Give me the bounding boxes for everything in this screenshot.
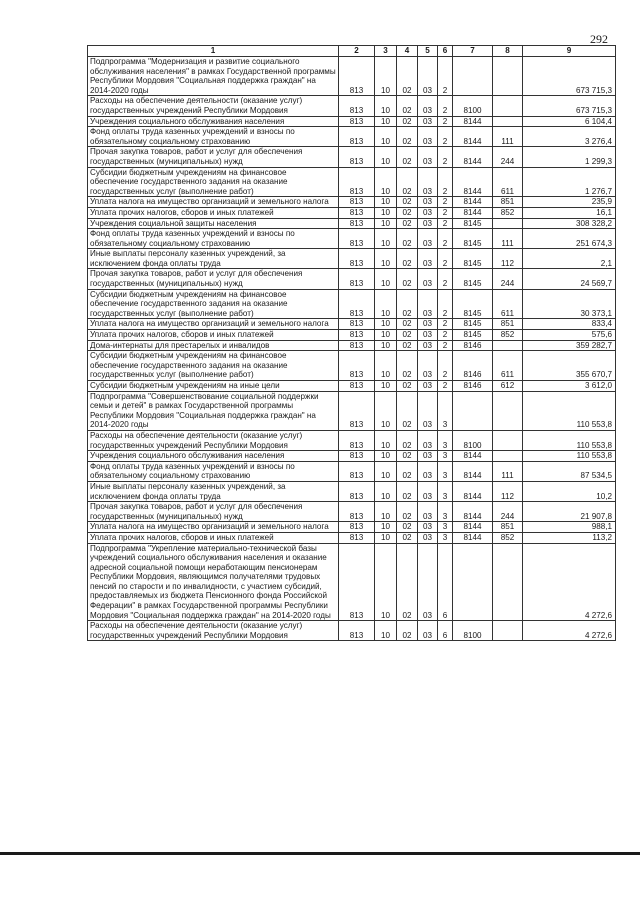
row-code-cell-c8 [493,340,523,351]
row-code-cell-c5: 03 [418,543,438,621]
row-code-cell-c6: 2 [438,57,453,96]
table-row [88,543,616,621]
row-code-cell-c2: 813 [339,451,375,462]
row-name-cell: Прочая закупка товаров, работ и услуг для обеспечения государственных (муниципальных) нужд [88,502,339,522]
row-code-cell-c2: 813 [339,351,375,381]
row-code-cell-c4: 02 [397,229,418,249]
table-row [88,430,616,450]
row-code-cell-c5: 03 [418,381,438,392]
row-code-cell-c4: 02 [397,543,418,621]
row-code-cell-c5: 03 [418,340,438,351]
row-code-cell-c2: 813 [339,96,375,116]
row-name-cell: Иные выплаты персоналу казенных учреждений, за исключением фонда оплаты труда [88,249,339,269]
row-code-cell-c9: 4 272,6 [523,543,616,621]
table-row [88,249,616,269]
row-name-cell: Иные выплаты персоналу казенных учреждений, за исключением фонда оплаты труда [88,481,339,501]
row-code-cell-c5: 03 [418,621,438,641]
row-code-cell-c2: 813 [339,197,375,208]
column-header: 7 [453,46,493,57]
row-code-cell-c9: 16,1 [523,207,616,218]
row-code-cell-c3: 10 [375,207,397,218]
row-code-cell-c2: 813 [339,381,375,392]
row-code-cell-c5: 03 [418,218,438,229]
row-code-cell-c9: 113,2 [523,532,616,543]
row-name-cell: Расходы на обеспечение деятельности (оказание услуг) государственных учреждений Республики Мордовия [88,430,339,450]
row-code-cell-c3: 10 [375,502,397,522]
row-code-cell-c9: 251 674,3 [523,229,616,249]
row-name-cell: Уплата налога на имущество организаций и земельного налога [88,522,339,533]
row-code-cell-c7: 8146 [453,351,493,381]
row-code-cell-c2: 813 [339,289,375,319]
row-code-cell-c3: 10 [375,461,397,481]
row-name-cell: Дома-интернаты для престарелых и инвалидов [88,340,339,351]
table-row [88,391,616,430]
row-code-cell-c6: 2 [438,249,453,269]
row-code-cell-c7 [453,57,493,96]
row-name-cell: Подпрограмма "Совершенствование социальной поддержки семьи и детей" в рамках Государственной программы Республики Мордовия "Социальная поддержка граждан" на 2014-2020 годы [88,391,339,430]
row-code-cell-c2: 813 [339,319,375,330]
row-code-cell-c3: 10 [375,127,397,147]
row-code-cell-c9: 30 373,1 [523,289,616,319]
row-code-cell-c5: 03 [418,351,438,381]
row-code-cell-c3: 10 [375,269,397,289]
row-code-cell-c3: 10 [375,451,397,462]
row-code-cell-c3: 10 [375,147,397,167]
row-code-cell-c6: 3 [438,532,453,543]
row-code-cell-c6: 3 [438,430,453,450]
row-code-cell-c8: 851 [493,197,523,208]
row-code-cell-c5: 03 [418,197,438,208]
table-row [88,532,616,543]
row-code-cell-c8: 112 [493,249,523,269]
row-code-cell-c2: 813 [339,207,375,218]
table-header-row [88,46,616,57]
row-name-cell: Фонд оплаты труда казенных учреждений и взносы по обязательному социальному страхованию [88,461,339,481]
row-code-cell-c8 [493,543,523,621]
row-code-cell-c7: 8144 [453,197,493,208]
row-code-cell-c4: 02 [397,57,418,96]
row-code-cell-c9: 988,1 [523,522,616,533]
row-code-cell-c4: 02 [397,116,418,127]
row-code-cell-c7 [453,391,493,430]
row-code-cell-c6: 2 [438,269,453,289]
row-code-cell-c3: 10 [375,218,397,229]
row-code-cell-c7: 8145 [453,218,493,229]
row-code-cell-c8: 851 [493,319,523,330]
row-code-cell-c6: 3 [438,391,453,430]
row-code-cell-c8 [493,391,523,430]
row-code-cell-c4: 02 [397,197,418,208]
table-row [88,319,616,330]
row-code-cell-c9: 4 272,6 [523,621,616,641]
row-code-cell-c9: 1 276,7 [523,167,616,197]
row-code-cell-c4: 02 [397,621,418,641]
row-code-cell-c7: 8100 [453,430,493,450]
row-name-cell: Учреждения социального обслуживания населения [88,116,339,127]
row-code-cell-c3: 10 [375,351,397,381]
row-code-cell-c7: 8145 [453,330,493,341]
table-row [88,197,616,208]
row-code-cell-c2: 813 [339,330,375,341]
row-name-cell: Субсидии бюджетным учреждениям на иные цели [88,381,339,392]
row-code-cell-c8: 852 [493,532,523,543]
row-code-cell-c9: 110 553,8 [523,391,616,430]
row-code-cell-c4: 02 [397,340,418,351]
row-code-cell-c3: 10 [375,621,397,641]
row-code-cell-c2: 813 [339,57,375,96]
row-code-cell-c4: 02 [397,249,418,269]
row-code-cell-c8: 244 [493,147,523,167]
row-code-cell-c8: 611 [493,351,523,381]
row-code-cell-c7 [453,543,493,621]
row-code-cell-c8: 111 [493,229,523,249]
row-code-cell-c7: 8144 [453,207,493,218]
row-code-cell-c8: 851 [493,522,523,533]
row-name-cell: Прочая закупка товаров, работ и услуг для обеспечения государственных (муниципальных) нужд [88,147,339,167]
row-code-cell-c3: 10 [375,522,397,533]
row-code-cell-c7: 8144 [453,522,493,533]
table-row [88,351,616,381]
table-row [88,127,616,147]
row-code-cell-c4: 02 [397,451,418,462]
row-code-cell-c2: 813 [339,543,375,621]
table-row [88,167,616,197]
row-name-cell: Фонд оплаты труда казенных учреждений и взносы по обязательному социальному страхованию [88,229,339,249]
row-code-cell-c8 [493,430,523,450]
row-code-cell-c8: 112 [493,481,523,501]
budget-table [87,45,616,641]
row-code-cell-c2: 813 [339,218,375,229]
row-code-cell-c4: 02 [397,502,418,522]
row-code-cell-c9: 833,4 [523,319,616,330]
row-code-cell-c6: 3 [438,502,453,522]
row-code-cell-c9: 235,9 [523,197,616,208]
row-code-cell-c9: 110 553,8 [523,451,616,462]
row-code-cell-c7: 8145 [453,249,493,269]
row-code-cell-c6: 2 [438,167,453,197]
row-code-cell-c8: 611 [493,167,523,197]
row-code-cell-c7: 8144 [453,481,493,501]
row-code-cell-c9: 110 553,8 [523,430,616,450]
row-code-cell-c7: 8146 [453,381,493,392]
row-code-cell-c6: 3 [438,481,453,501]
row-code-cell-c3: 10 [375,57,397,96]
row-code-cell-c3: 10 [375,481,397,501]
row-code-cell-c6: 2 [438,207,453,218]
row-code-cell-c5: 03 [418,269,438,289]
row-code-cell-c5: 03 [418,522,438,533]
column-header: 6 [438,46,453,57]
table-row [88,621,616,641]
table-row [88,289,616,319]
row-code-cell-c6: 2 [438,96,453,116]
row-name-cell: Прочая закупка товаров, работ и услуг для обеспечения государственных (муниципальных) нужд [88,269,339,289]
row-code-cell-c4: 02 [397,381,418,392]
row-code-cell-c5: 03 [418,430,438,450]
row-code-cell-c4: 02 [397,351,418,381]
row-code-cell-c6: 2 [438,340,453,351]
row-code-cell-c7: 8145 [453,229,493,249]
row-code-cell-c5: 03 [418,127,438,147]
table-body [88,57,616,641]
row-code-cell-c3: 10 [375,543,397,621]
row-code-cell-c7: 8145 [453,319,493,330]
row-name-cell: Субсидии бюджетным учреждениям на финансовое обеспечение государственного задания на оказание государственных услуг (выполнение работ) [88,289,339,319]
column-header: 9 [523,46,616,57]
row-code-cell-c4: 02 [397,207,418,218]
row-code-cell-c6: 2 [438,351,453,381]
page-number: 292 [590,32,608,46]
row-code-cell-c2: 813 [339,167,375,197]
row-name-cell: Уплата прочих налогов, сборов и иных платежей [88,532,339,543]
row-code-cell-c2: 813 [339,249,375,269]
row-code-cell-c9: 87 534,5 [523,461,616,481]
row-code-cell-c3: 10 [375,96,397,116]
row-code-cell-c5: 03 [418,451,438,462]
row-code-cell-c5: 03 [418,532,438,543]
budget-table-container [87,45,615,641]
row-code-cell-c3: 10 [375,249,397,269]
row-code-cell-c4: 02 [397,289,418,319]
row-code-cell-c7: 8144 [453,461,493,481]
row-code-cell-c7: 8144 [453,451,493,462]
row-code-cell-c5: 03 [418,289,438,319]
table-row [88,269,616,289]
row-code-cell-c9: 575,6 [523,330,616,341]
row-code-cell-c6: 6 [438,621,453,641]
table-row [88,330,616,341]
row-code-cell-c2: 813 [339,502,375,522]
row-code-cell-c5: 03 [418,481,438,501]
row-code-cell-c6: 2 [438,218,453,229]
row-code-cell-c3: 10 [375,116,397,127]
row-name-cell: Уплата прочих налогов, сборов и иных платежей [88,330,339,341]
row-code-cell-c6: 3 [438,522,453,533]
row-code-cell-c2: 813 [339,621,375,641]
row-code-cell-c3: 10 [375,391,397,430]
row-code-cell-c6: 2 [438,330,453,341]
row-name-cell: Субсидии бюджетным учреждениям на финансовое обеспечение государственного задания на оказание государственных услуг (выполнение работ) [88,351,339,381]
column-header: 2 [339,46,375,57]
row-code-cell-c5: 03 [418,57,438,96]
row-code-cell-c9: 24 569,7 [523,269,616,289]
row-code-cell-c9: 3 276,4 [523,127,616,147]
row-code-cell-c8: 852 [493,330,523,341]
row-code-cell-c6: 6 [438,543,453,621]
row-code-cell-c2: 813 [339,481,375,501]
row-code-cell-c2: 813 [339,522,375,533]
row-code-cell-c3: 10 [375,381,397,392]
row-code-cell-c9: 673 715,3 [523,57,616,96]
table-row [88,218,616,229]
row-code-cell-c6: 2 [438,229,453,249]
table-row [88,147,616,167]
row-code-cell-c8 [493,451,523,462]
row-name-cell: Учреждения социального обслуживания населения [88,451,339,462]
row-code-cell-c5: 03 [418,461,438,481]
row-code-cell-c9: 6 104,4 [523,116,616,127]
column-header: 3 [375,46,397,57]
row-code-cell-c4: 02 [397,461,418,481]
row-code-cell-c7: 8100 [453,96,493,116]
row-code-cell-c2: 813 [339,116,375,127]
row-code-cell-c5: 03 [418,391,438,430]
row-code-cell-c3: 10 [375,167,397,197]
row-code-cell-c8 [493,621,523,641]
table-row [88,340,616,351]
row-code-cell-c9: 355 670,7 [523,351,616,381]
row-code-cell-c5: 03 [418,116,438,127]
column-header: 5 [418,46,438,57]
row-name-cell: Уплата налога на имущество организаций и земельного налога [88,197,339,208]
row-code-cell-c8 [493,96,523,116]
row-code-cell-c5: 03 [418,147,438,167]
table-row [88,461,616,481]
row-code-cell-c8: 244 [493,502,523,522]
row-code-cell-c4: 02 [397,430,418,450]
row-code-cell-c4: 02 [397,127,418,147]
row-name-cell: Подпрограмма "Укрепление материально-технической базы учреждений социального обслуживания населения и оказание адресной социальной помощи неработающим пенсионерам Республики Мордовия, являющимся получателями трудовых пенсий по старости и по инвалидности, с участием субсидий, предоставляемых из бюджета Пенсионного фонда Российской Федерации" в рамках Государственной программы Республики Мордовия "Социальная поддержка граждан" на 2014-2020 годы [88,543,339,621]
row-code-cell-c6: 2 [438,381,453,392]
row-code-cell-c4: 02 [397,319,418,330]
row-code-cell-c6: 2 [438,319,453,330]
row-code-cell-c3: 10 [375,229,397,249]
row-code-cell-c5: 03 [418,249,438,269]
row-code-cell-c8 [493,218,523,229]
row-name-cell: Расходы на обеспечение деятельности (оказание услуг) государственных учреждений Республики Мордовия [88,96,339,116]
row-code-cell-c6: 3 [438,451,453,462]
row-code-cell-c8: 111 [493,461,523,481]
row-code-cell-c2: 813 [339,269,375,289]
row-code-cell-c3: 10 [375,319,397,330]
row-code-cell-c4: 02 [397,330,418,341]
row-code-cell-c6: 2 [438,116,453,127]
row-code-cell-c7: 8144 [453,147,493,167]
row-code-cell-c2: 813 [339,461,375,481]
row-code-cell-c3: 10 [375,330,397,341]
row-code-cell-c4: 02 [397,147,418,167]
row-name-cell: Учреждения социальной защиты населения [88,218,339,229]
row-code-cell-c4: 02 [397,269,418,289]
row-code-cell-c7: 8144 [453,167,493,197]
table-row [88,57,616,96]
row-code-cell-c5: 03 [418,96,438,116]
row-code-cell-c7: 8144 [453,502,493,522]
row-code-cell-c6: 2 [438,127,453,147]
row-code-cell-c7: 8144 [453,127,493,147]
row-name-cell: Уплата прочих налогов, сборов и иных платежей [88,207,339,218]
table-row [88,229,616,249]
row-code-cell-c2: 813 [339,229,375,249]
row-name-cell: Фонд оплаты труда казенных учреждений и взносы по обязательному социальному страхованию [88,127,339,147]
row-code-cell-c9: 1 299,3 [523,147,616,167]
row-code-cell-c3: 10 [375,532,397,543]
row-name-cell: Уплата налога на имущество организаций и земельного налога [88,319,339,330]
table-row [88,502,616,522]
row-code-cell-c6: 2 [438,197,453,208]
row-code-cell-c6: 3 [438,461,453,481]
row-name-cell: Подпрограмма "Модернизация и развитие социального обслуживания населения" в рамках Государственной программы Республики Мордовия "Социальная поддержка граждан" на 2014-2020 годы [88,57,339,96]
row-code-cell-c4: 02 [397,218,418,229]
column-header: 8 [493,46,523,57]
row-code-cell-c8: 244 [493,269,523,289]
row-code-cell-c2: 813 [339,127,375,147]
bottom-rule [0,852,640,855]
row-code-cell-c2: 813 [339,532,375,543]
table-row [88,481,616,501]
table-row [88,381,616,392]
table-row [88,522,616,533]
row-code-cell-c3: 10 [375,289,397,319]
row-code-cell-c8: 612 [493,381,523,392]
table-row [88,207,616,218]
table-row [88,116,616,127]
row-code-cell-c7: 8144 [453,532,493,543]
row-code-cell-c3: 10 [375,340,397,351]
row-code-cell-c9: 10,2 [523,481,616,501]
row-code-cell-c2: 813 [339,430,375,450]
row-code-cell-c9: 21 907,8 [523,502,616,522]
row-code-cell-c8 [493,57,523,96]
row-code-cell-c2: 813 [339,340,375,351]
row-code-cell-c8 [493,116,523,127]
row-code-cell-c4: 02 [397,522,418,533]
row-code-cell-c5: 03 [418,207,438,218]
row-code-cell-c4: 02 [397,532,418,543]
row-name-cell: Расходы на обеспечение деятельности (оказание услуг) государственных учреждений Республики Мордовия [88,621,339,641]
row-code-cell-c5: 03 [418,319,438,330]
row-code-cell-c4: 02 [397,481,418,501]
row-code-cell-c7: 8145 [453,269,493,289]
table-row [88,96,616,116]
column-header: 1 [88,46,339,57]
row-code-cell-c5: 03 [418,167,438,197]
row-code-cell-c9: 2,1 [523,249,616,269]
row-code-cell-c7: 8144 [453,116,493,127]
row-code-cell-c9: 673 715,3 [523,96,616,116]
row-code-cell-c5: 03 [418,330,438,341]
row-code-cell-c8: 611 [493,289,523,319]
row-code-cell-c5: 03 [418,502,438,522]
row-code-cell-c3: 10 [375,430,397,450]
row-code-cell-c6: 2 [438,289,453,319]
row-code-cell-c6: 2 [438,147,453,167]
row-code-cell-c2: 813 [339,391,375,430]
column-header: 4 [397,46,418,57]
row-code-cell-c7: 8146 [453,340,493,351]
row-code-cell-c9: 308 328,2 [523,218,616,229]
row-code-cell-c8: 852 [493,207,523,218]
row-code-cell-c5: 03 [418,229,438,249]
row-code-cell-c9: 3 612,0 [523,381,616,392]
table-row [88,451,616,462]
row-code-cell-c8: 111 [493,127,523,147]
row-name-cell: Субсидии бюджетным учреждениям на финансовое обеспечение государственного задания на оказание государственных услуг (выполнение работ) [88,167,339,197]
row-code-cell-c4: 02 [397,96,418,116]
row-code-cell-c7: 8145 [453,289,493,319]
row-code-cell-c4: 02 [397,167,418,197]
row-code-cell-c2: 813 [339,147,375,167]
row-code-cell-c7: 8100 [453,621,493,641]
row-code-cell-c4: 02 [397,391,418,430]
row-code-cell-c3: 10 [375,197,397,208]
row-code-cell-c9: 359 282,7 [523,340,616,351]
